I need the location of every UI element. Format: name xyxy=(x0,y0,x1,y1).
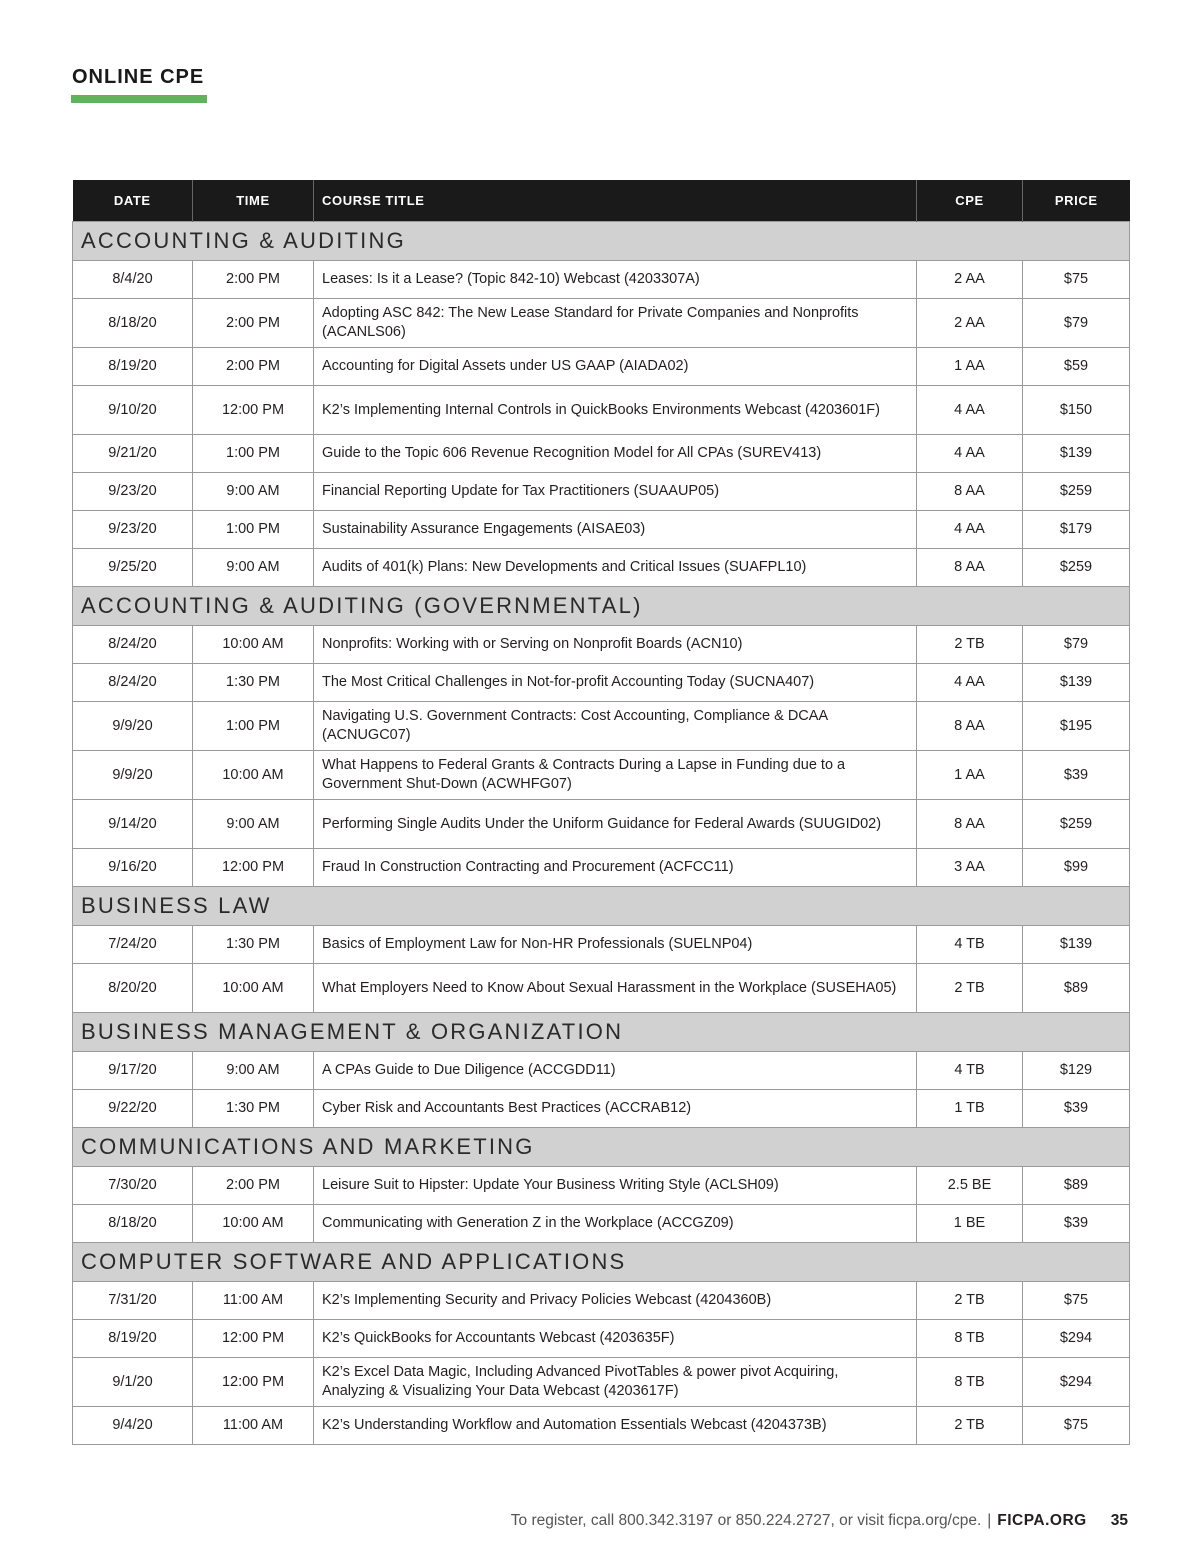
table-row xyxy=(73,1358,1130,1407)
course-title-cell: Sustainability Assurance Engagements (AISAE03) xyxy=(314,511,917,549)
table-row xyxy=(73,1167,1130,1205)
course-title-cell: K2’s QuickBooks for Accountants Webcast (4203635F) xyxy=(314,1320,917,1358)
section-title: COMPUTER SOFTWARE AND APPLICATIONS xyxy=(73,1243,1130,1282)
time-cell: 1:00 PM xyxy=(193,511,314,549)
table-row xyxy=(73,1090,1130,1128)
course-title-cell: Navigating U.S. Government Contracts: Cost Accounting, Compliance & DCAA (ACNUGC07) xyxy=(314,702,917,751)
cpe-cell: 8 AA xyxy=(917,473,1023,511)
table-row xyxy=(73,261,1130,299)
page-number: 35 xyxy=(1110,1512,1128,1529)
course-title-cell: Financial Reporting Update for Tax Practitioners (SUAAUP05) xyxy=(314,473,917,511)
price-cell: $79 xyxy=(1023,626,1130,664)
date-cell: 9/10/20 xyxy=(73,386,193,435)
time-cell: 1:30 PM xyxy=(193,926,314,964)
time-cell: 10:00 AM xyxy=(193,1205,314,1243)
table-row xyxy=(73,849,1130,887)
date-cell: 9/23/20 xyxy=(73,511,193,549)
course-title-cell: Guide to the Topic 606 Revenue Recognition Model for All CPAs (SUREV413) xyxy=(314,435,917,473)
table-row xyxy=(73,926,1130,964)
cpe-cell: 2 AA xyxy=(917,261,1023,299)
table-body xyxy=(73,222,1130,1445)
cpe-cell: 2.5 BE xyxy=(917,1167,1023,1205)
cpe-cell: 8 TB xyxy=(917,1358,1023,1407)
price-cell: $294 xyxy=(1023,1358,1130,1407)
price-cell: $139 xyxy=(1023,664,1130,702)
cpe-cell: 4 TB xyxy=(917,926,1023,964)
cpe-cell: 2 TB xyxy=(917,1407,1023,1445)
course-title-cell: Fraud In Construction Contracting and Procurement (ACFCC11) xyxy=(314,849,917,887)
time-cell: 1:00 PM xyxy=(193,702,314,751)
price-cell: $139 xyxy=(1023,926,1130,964)
date-cell: 8/18/20 xyxy=(73,299,193,348)
price-cell: $259 xyxy=(1023,800,1130,849)
cpe-cell: 8 AA xyxy=(917,800,1023,849)
table-row xyxy=(73,626,1130,664)
cpe-cell: 1 AA xyxy=(917,751,1023,800)
date-cell: 7/30/20 xyxy=(73,1167,193,1205)
course-title-cell: What Employers Need to Know About Sexual Harassment in the Workplace (SUSEHA05) xyxy=(314,964,917,1013)
page-footer xyxy=(511,1512,1128,1530)
register-text: To register, call 800.342.3197 or 850.224.2727, or visit ficpa.org/cpe. xyxy=(510,1512,982,1529)
page-title: ONLINE CPE xyxy=(72,66,205,88)
date-cell: 8/4/20 xyxy=(73,261,193,299)
course-title-cell: K2’s Excel Data Magic, Including Advanced PivotTables & power pivot Acquiring, Analyzing & Visualizing Your Data Webcast (4203617F) xyxy=(314,1358,917,1407)
course-schedule-table xyxy=(72,180,1130,1445)
course-title-cell: Basics of Employment Law for Non-HR Professionals (SUELNP04) xyxy=(314,926,917,964)
course-title-cell: Adopting ASC 842: The New Lease Standard for Private Companies and Nonprofits (ACANLS06) xyxy=(314,299,917,348)
time-cell: 2:00 PM xyxy=(193,348,314,386)
table-row xyxy=(73,664,1130,702)
price-cell: $89 xyxy=(1023,964,1130,1013)
course-title-cell: K2’s Implementing Internal Controls in QuickBooks Environments Webcast (4203601F) xyxy=(314,386,917,435)
table-row xyxy=(73,1320,1130,1358)
course-title-cell: What Happens to Federal Grants & Contracts During a Lapse in Funding due to a Government Shut-Down (ACWHFG07) xyxy=(314,751,917,800)
price-cell: $99 xyxy=(1023,849,1130,887)
table-row xyxy=(73,964,1130,1013)
site-link[interactable]: FICPA.ORG xyxy=(997,1512,1087,1529)
date-cell: 7/24/20 xyxy=(73,926,193,964)
section-title: ACCOUNTING & AUDITING xyxy=(73,222,1130,261)
table-row xyxy=(73,473,1130,511)
time-cell: 9:00 AM xyxy=(193,549,314,587)
course-title-cell: Audits of 401(k) Plans: New Developments and Critical Issues (SUAFPL10) xyxy=(314,549,917,587)
cpe-cell: 4 AA xyxy=(917,435,1023,473)
cpe-cell: 1 TB xyxy=(917,1090,1023,1128)
section-header-row xyxy=(73,222,1130,261)
date-cell: 8/24/20 xyxy=(73,626,193,664)
table-row xyxy=(73,348,1130,386)
course-title-cell: K2’s Implementing Security and Privacy Policies Webcast (4204360B) xyxy=(314,1282,917,1320)
price-cell: $179 xyxy=(1023,511,1130,549)
table-row xyxy=(73,800,1130,849)
section-header-row xyxy=(73,887,1130,926)
cpe-cell: 8 TB xyxy=(917,1320,1023,1358)
price-cell: $39 xyxy=(1023,1205,1130,1243)
table-row xyxy=(73,386,1130,435)
time-cell: 12:00 PM xyxy=(193,1358,314,1407)
table-row xyxy=(73,702,1130,751)
date-cell: 9/16/20 xyxy=(73,849,193,887)
section-header-row xyxy=(73,1013,1130,1052)
column-header-course-title: COURSE TITLE xyxy=(314,180,917,222)
time-cell: 11:00 AM xyxy=(193,1407,314,1445)
cpe-cell: 4 AA xyxy=(917,511,1023,549)
cpe-cell: 4 AA xyxy=(917,386,1023,435)
table-row xyxy=(73,1205,1130,1243)
price-cell: $39 xyxy=(1023,751,1130,800)
time-cell: 9:00 AM xyxy=(193,473,314,511)
column-header-date: DATE xyxy=(73,180,193,222)
time-cell: 10:00 AM xyxy=(193,626,314,664)
cpe-cell: 4 TB xyxy=(917,1052,1023,1090)
price-cell: $75 xyxy=(1023,1407,1130,1445)
section-title: BUSINESS MANAGEMENT & ORGANIZATION xyxy=(73,1013,1130,1052)
date-cell: 9/1/20 xyxy=(73,1358,193,1407)
price-cell: $139 xyxy=(1023,435,1130,473)
section-title: ACCOUNTING & AUDITING (GOVERNMENTAL) xyxy=(73,587,1130,626)
date-cell: 9/17/20 xyxy=(73,1052,193,1090)
price-cell: $150 xyxy=(1023,386,1130,435)
footer-separator: | xyxy=(987,1512,992,1529)
time-cell: 9:00 AM xyxy=(193,1052,314,1090)
cpe-cell: 1 AA xyxy=(917,348,1023,386)
date-cell: 9/25/20 xyxy=(73,549,193,587)
date-cell: 8/20/20 xyxy=(73,964,193,1013)
table-row xyxy=(73,751,1130,800)
price-cell: $39 xyxy=(1023,1090,1130,1128)
time-cell: 2:00 PM xyxy=(193,1167,314,1205)
column-header-cpe: CPE xyxy=(917,180,1023,222)
time-cell: 1:30 PM xyxy=(193,664,314,702)
date-cell: 8/18/20 xyxy=(73,1205,193,1243)
cpe-cell: 4 AA xyxy=(917,664,1023,702)
cpe-cell: 2 TB xyxy=(917,964,1023,1013)
course-title-cell: Leisure Suit to Hipster: Update Your Business Writing Style (ACLSH09) xyxy=(314,1167,917,1205)
cpe-cell: 2 AA xyxy=(917,299,1023,348)
table-row xyxy=(73,511,1130,549)
date-cell: 9/22/20 xyxy=(73,1090,193,1128)
price-cell: $59 xyxy=(1023,348,1130,386)
date-cell: 9/21/20 xyxy=(73,435,193,473)
section-title: COMMUNICATIONS AND MARKETING xyxy=(73,1128,1130,1167)
cpe-cell: 8 AA xyxy=(917,549,1023,587)
time-cell: 11:00 AM xyxy=(193,1282,314,1320)
course-title-cell: The Most Critical Challenges in Not-for-profit Accounting Today (SUCNA407) xyxy=(314,664,917,702)
course-title-cell: Leases: Is it a Lease? (Topic 842-10) Webcast (4203307A) xyxy=(314,261,917,299)
time-cell: 10:00 AM xyxy=(193,964,314,1013)
table-row xyxy=(73,1407,1130,1445)
course-title-cell: K2’s Understanding Workflow and Automation Essentials Webcast (4204373B) xyxy=(314,1407,917,1445)
price-cell: $89 xyxy=(1023,1167,1130,1205)
date-cell: 9/9/20 xyxy=(73,751,193,800)
cpe-cell: 8 AA xyxy=(917,702,1023,751)
column-header-price: PRICE xyxy=(1023,180,1130,222)
date-cell: 8/19/20 xyxy=(73,348,193,386)
date-cell: 9/23/20 xyxy=(73,473,193,511)
time-cell: 9:00 AM xyxy=(193,800,314,849)
course-title-cell: A CPAs Guide to Due Diligence (ACCGDD11) xyxy=(314,1052,917,1090)
time-cell: 1:30 PM xyxy=(193,1090,314,1128)
table-row xyxy=(73,1282,1130,1320)
time-cell: 2:00 PM xyxy=(193,261,314,299)
time-cell: 12:00 PM xyxy=(193,1320,314,1358)
course-title-cell: Accounting for Digital Assets under US GAAP (AIADA02) xyxy=(314,348,917,386)
table-row xyxy=(73,435,1130,473)
cpe-cell: 1 BE xyxy=(917,1205,1023,1243)
price-cell: $259 xyxy=(1023,549,1130,587)
price-cell: $79 xyxy=(1023,299,1130,348)
section-header-row xyxy=(73,1243,1130,1282)
date-cell: 7/31/20 xyxy=(73,1282,193,1320)
course-title-cell: Performing Single Audits Under the Uniform Guidance for Federal Awards (SUUGID02) xyxy=(314,800,917,849)
course-title-cell: Cyber Risk and Accountants Best Practices (ACCRAB12) xyxy=(314,1090,917,1128)
section-title: BUSINESS LAW xyxy=(73,887,1130,926)
table-row xyxy=(73,549,1130,587)
course-title-cell: Communicating with Generation Z in the Workplace (ACCGZ09) xyxy=(314,1205,917,1243)
cpe-cell: 2 TB xyxy=(917,1282,1023,1320)
price-cell: $195 xyxy=(1023,702,1130,751)
time-cell: 10:00 AM xyxy=(193,751,314,800)
date-cell: 9/9/20 xyxy=(73,702,193,751)
course-title-cell: Nonprofits: Working with or Serving on Nonprofit Boards (ACN10) xyxy=(314,626,917,664)
table-row xyxy=(73,1052,1130,1090)
date-cell: 8/24/20 xyxy=(73,664,193,702)
section-header-row xyxy=(73,587,1130,626)
price-cell: $259 xyxy=(1023,473,1130,511)
time-cell: 2:00 PM xyxy=(193,299,314,348)
price-cell: $294 xyxy=(1023,1320,1130,1358)
table-row xyxy=(73,299,1130,348)
price-cell: $129 xyxy=(1023,1052,1130,1090)
date-cell: 9/4/20 xyxy=(73,1407,193,1445)
time-cell: 12:00 PM xyxy=(193,386,314,435)
heading-underline xyxy=(71,95,207,103)
column-header-time: TIME xyxy=(193,180,314,222)
date-cell: 8/19/20 xyxy=(73,1320,193,1358)
time-cell: 1:00 PM xyxy=(193,435,314,473)
section-header-row xyxy=(73,1128,1130,1167)
price-cell: $75 xyxy=(1023,261,1130,299)
cpe-cell: 3 AA xyxy=(917,849,1023,887)
time-cell: 12:00 PM xyxy=(193,849,314,887)
cpe-cell: 2 TB xyxy=(917,626,1023,664)
price-cell: $75 xyxy=(1023,1282,1130,1320)
date-cell: 9/14/20 xyxy=(73,800,193,849)
table-header-row xyxy=(73,180,1130,222)
